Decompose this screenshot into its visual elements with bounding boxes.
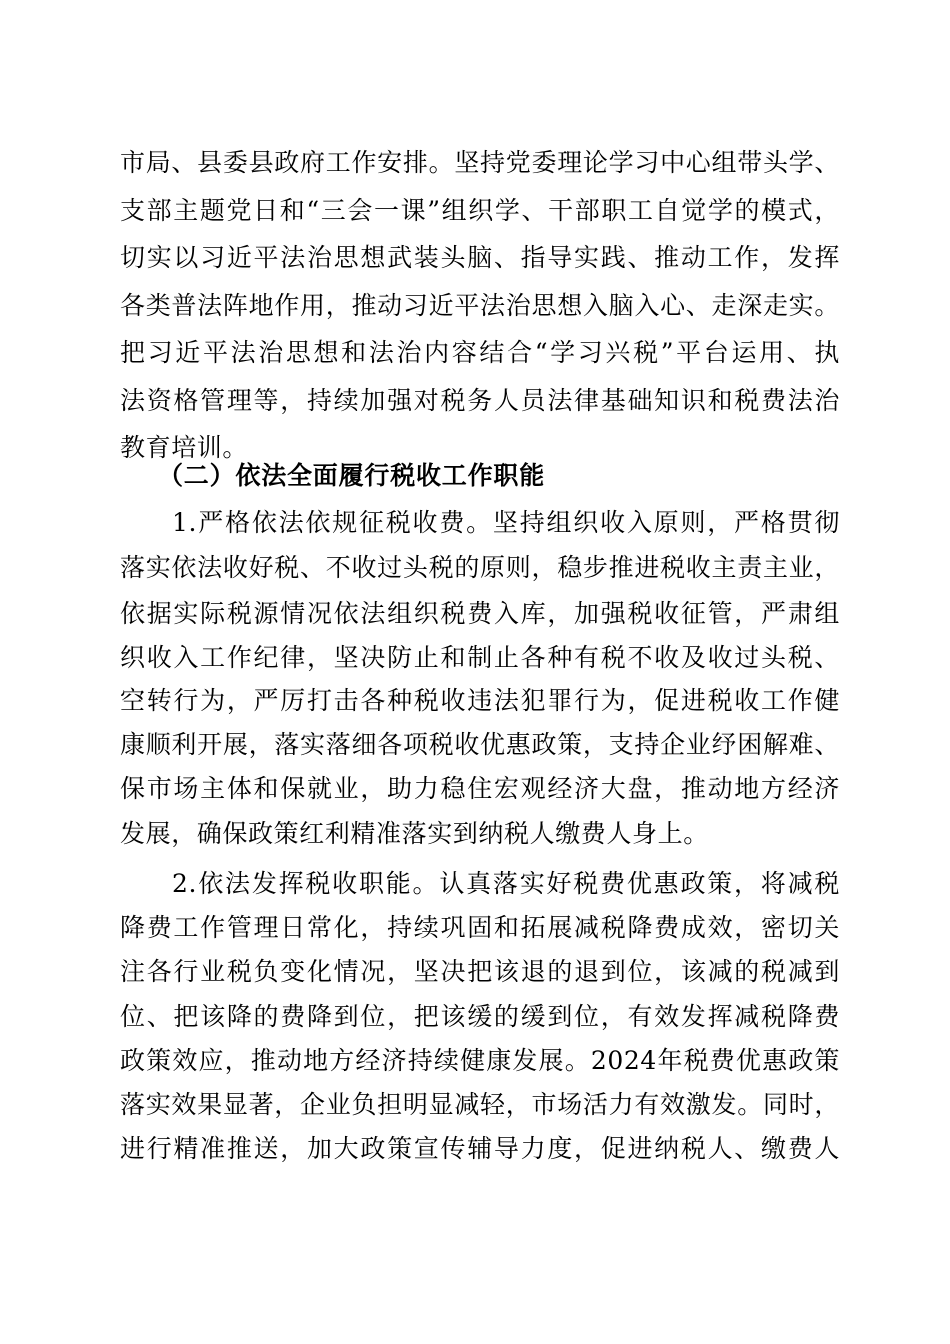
section-heading: （二）依法全面履行税收工作职能 bbox=[158, 461, 546, 490]
paragraph-line: 织收入工作纪律，坚决防止和制止各种有税不收及收过头税、 bbox=[120, 643, 840, 672]
paragraph-line: 支部主题党日和“三会一课”组织学、干部职工自觉学的模式， bbox=[120, 196, 840, 225]
paragraph-line: 市局、县委县政府工作安排。坚持党委理论学习中心组带头学、 bbox=[120, 148, 840, 177]
paragraph-line: 进行精准推送，加大政策宣传辅导力度，促进纳税人、缴费人 bbox=[120, 1134, 840, 1163]
paragraph-line: 切实以习近平法治思想武装头脑、指导实践、推动工作，发挥 bbox=[120, 243, 840, 272]
paragraph-line: 落实依法收好税、不收过头税的原则，稳步推进税收主责主业， bbox=[120, 553, 840, 582]
paragraph-line: 政策效应，推动地方经济持续健康发展。2024年税费优惠政策 bbox=[120, 1046, 840, 1075]
paragraph-line: 空转行为，严厉打击各种税收违法犯罪行为，促进税收工作健 bbox=[120, 686, 840, 715]
paragraph-line: 降费工作管理日常化，持续巩固和拓展减税降费成效，密切关 bbox=[120, 913, 840, 942]
paragraph-line: 落实效果显著，企业负担明显减轻，市场活力有效激发。同时， bbox=[120, 1090, 840, 1119]
paragraph-line: 发展，确保政策红利精准落实到纳税人缴费人身上。 bbox=[120, 819, 709, 848]
paragraph-line: 1.严格依法依规征税收费。坚持组织收入原则，严格贯彻 bbox=[172, 508, 840, 537]
paragraph-line: 康顺利开展，落实落细各项税收优惠政策，支持企业纾困解难、 bbox=[120, 730, 840, 759]
paragraph-line: 教育培训。 bbox=[120, 433, 249, 462]
paragraph-line: 位、把该降的费降到位，把该缓的缓到位，有效发挥减税降费 bbox=[120, 1002, 840, 1031]
paragraph-line: 依据实际税源情况依法组织税费入库，加强税收征管，严肃组 bbox=[120, 599, 840, 628]
paragraph-line: 法资格管理等，持续加强对税务人员法律基础知识和税费法治 bbox=[120, 386, 840, 415]
paragraph-line: 注各行业税负变化情况，坚决把该退的退到位，该减的税减到 bbox=[120, 957, 840, 986]
paragraph-line: 各类普法阵地作用，推动习近平法治思想入脑入心、走深走实。 bbox=[120, 291, 840, 320]
paragraph-line: 把习近平法治思想和法治内容结合“学习兴税”平台运用、执 bbox=[120, 338, 840, 367]
paragraph-line: 2.依法发挥税收职能。认真落实好税费优惠政策，将减税 bbox=[172, 869, 840, 898]
paragraph-line: 保市场主体和保就业，助力稳住宏观经济大盘，推动地方经济 bbox=[120, 774, 840, 803]
